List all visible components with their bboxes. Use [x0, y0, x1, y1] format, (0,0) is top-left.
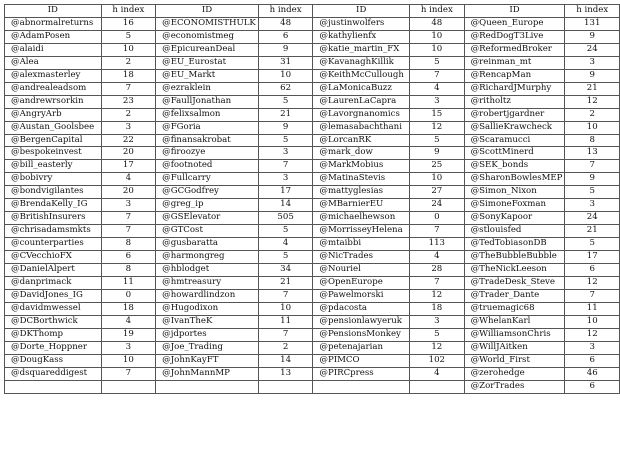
- cell-id: @World_First: [464, 354, 565, 367]
- cell-id: @zerohedge: [464, 367, 565, 380]
- header-hindex-3: h index: [410, 5, 465, 18]
- cell-id: @bobivry: [5, 173, 102, 186]
- cell-id: @FaullJonathan: [156, 95, 259, 108]
- cell-h-index: 3: [565, 341, 620, 354]
- cell-id: @danprimack: [5, 277, 102, 290]
- cell-h-index: 5: [258, 225, 313, 238]
- cell-id: @LorcanRK: [313, 134, 410, 147]
- cell-h-index: 24: [410, 199, 465, 212]
- cell-h-index: 0: [410, 212, 465, 225]
- table-row: [5, 82, 620, 95]
- cell-id: @economistmeg: [156, 30, 259, 43]
- cell-h-index: 5: [410, 328, 465, 341]
- cell-id: @alaidi: [5, 43, 102, 56]
- cell-h-index: 13: [258, 367, 313, 380]
- cell-id: @hmtreasury: [156, 277, 259, 290]
- cell-h-index: 19: [101, 328, 156, 341]
- cell-h-index: 9: [565, 69, 620, 82]
- cell-h-index: 20: [101, 147, 156, 160]
- header-id-2: ID: [156, 5, 259, 18]
- table-body: [5, 17, 620, 393]
- cell-h-index: 3: [410, 315, 465, 328]
- cell-id: @SallieKrawcheck: [464, 121, 565, 134]
- cell-id: @DavidJones_IG: [5, 289, 102, 302]
- cell-id: @Nouriel: [313, 264, 410, 277]
- table-row: [5, 225, 620, 238]
- cell-h-index: 3: [101, 199, 156, 212]
- cell-h-index: 10: [101, 43, 156, 56]
- cell-h-index: 48: [258, 17, 313, 30]
- cell-h-index: 27: [410, 186, 465, 199]
- cell-h-index: 6: [565, 380, 620, 393]
- table-row: [5, 17, 620, 30]
- cell-h-index: 5: [410, 134, 465, 147]
- cell-id: @DCBorthwick: [5, 315, 102, 328]
- table-row: [5, 264, 620, 277]
- cell-id: @ECONOMISTHULK: [156, 17, 259, 30]
- cell-id: @pensionlawyeruk: [313, 315, 410, 328]
- cell-h-index: 102: [410, 354, 465, 367]
- cell-id: @finansakrobat: [156, 134, 259, 147]
- cell-h-index: 16: [101, 17, 156, 30]
- cell-h-index: 113: [410, 238, 465, 251]
- cell-id: @Joe_Trading: [156, 341, 259, 354]
- table-row: [5, 277, 620, 290]
- cell-id: @Trader_Dante: [464, 289, 565, 302]
- cell-h-index: 7: [258, 289, 313, 302]
- cell-h-index: 9: [565, 173, 620, 186]
- cell-h-index: 31: [258, 56, 313, 69]
- cell-h-index: 10: [258, 69, 313, 82]
- header-id-3: ID: [313, 5, 410, 18]
- cell-id: @ezraklein: [156, 82, 259, 95]
- cell-h-index: 2: [101, 108, 156, 121]
- cell-id: @reinman_mt: [464, 56, 565, 69]
- table-row: [5, 289, 620, 302]
- cell-id: @PensionsMonkey: [313, 328, 410, 341]
- table-row: [5, 95, 620, 108]
- cell-h-index: 8: [565, 134, 620, 147]
- cell-h-index: 3: [565, 199, 620, 212]
- cell-id: @Simon_Nixon: [464, 186, 565, 199]
- cell-h-index: 7: [410, 225, 465, 238]
- cell-h-index: 11: [101, 277, 156, 290]
- cell-h-index: [258, 380, 313, 393]
- cell-id: @mark_dow: [313, 147, 410, 160]
- cell-id: @BergenCapital: [5, 134, 102, 147]
- cell-h-index: 5: [101, 30, 156, 43]
- cell-h-index: 4: [258, 238, 313, 251]
- table-row: [5, 30, 620, 43]
- table-row: [5, 147, 620, 160]
- cell-id: @robertjgardner: [464, 108, 565, 121]
- cell-id: @DKThomp: [5, 328, 102, 341]
- cell-h-index: 3: [410, 95, 465, 108]
- cell-h-index: 5: [258, 134, 313, 147]
- cell-id: @RedDogT3Live: [464, 30, 565, 43]
- cell-id: @KavanaghKillik: [313, 56, 410, 69]
- cell-h-index: 3: [101, 341, 156, 354]
- cell-id: @pdacosta: [313, 302, 410, 315]
- table-row: [5, 354, 620, 367]
- cell-h-index: 3: [565, 56, 620, 69]
- cell-id: @Hugodixon: [156, 302, 259, 315]
- table-row: [5, 69, 620, 82]
- cell-id: @RencapMan: [464, 69, 565, 82]
- cell-id: @counterparties: [5, 238, 102, 251]
- table-row: [5, 43, 620, 56]
- h-index-table: [4, 4, 620, 394]
- cell-h-index: 4: [410, 367, 465, 380]
- cell-id: @gusbaratta: [156, 238, 259, 251]
- cell-h-index: 23: [101, 95, 156, 108]
- cell-id: @EU_Markt: [156, 69, 259, 82]
- cell-h-index: 20: [101, 186, 156, 199]
- cell-h-index: 10: [410, 30, 465, 43]
- cell-h-index: 24: [565, 43, 620, 56]
- cell-h-index: 7: [565, 160, 620, 173]
- cell-h-index: 17: [258, 186, 313, 199]
- cell-h-index: 131: [565, 17, 620, 30]
- cell-h-index: 7: [258, 328, 313, 341]
- cell-h-index: 12: [410, 341, 465, 354]
- cell-id: @DougKass: [5, 354, 102, 367]
- cell-h-index: 14: [258, 354, 313, 367]
- cell-h-index: 7: [101, 367, 156, 380]
- cell-id: @ScottMinerd: [464, 147, 565, 160]
- cell-h-index: 10: [410, 43, 465, 56]
- cell-h-index: [101, 380, 156, 393]
- cell-id: @SEK_bonds: [464, 160, 565, 173]
- cell-h-index: 4: [410, 251, 465, 264]
- cell-h-index: 18: [410, 302, 465, 315]
- cell-id: @bespokeinvest: [5, 147, 102, 160]
- table-row: [5, 212, 620, 225]
- cell-id: @andrewrsorkin: [5, 95, 102, 108]
- cell-id: @EU_Eurostat: [156, 56, 259, 69]
- cell-h-index: 2: [565, 108, 620, 121]
- cell-id: @Fullcarry: [156, 173, 259, 186]
- cell-h-index: 5: [410, 56, 465, 69]
- table-row: [5, 173, 620, 186]
- cell-h-index: 21: [258, 277, 313, 290]
- cell-id: @howardlindzon: [156, 289, 259, 302]
- cell-id: @GTCost: [156, 225, 259, 238]
- cell-id: @MarkMobius: [313, 160, 410, 173]
- cell-h-index: 3: [258, 173, 313, 186]
- cell-id: @bill_easterly: [5, 160, 102, 173]
- cell-h-index: 7: [101, 212, 156, 225]
- cell-id: @alexmasterley: [5, 69, 102, 82]
- cell-id: @ZorTrades: [464, 380, 565, 393]
- cell-h-index: 7: [565, 289, 620, 302]
- cell-id: @chrisadamsmkts: [5, 225, 102, 238]
- cell-id: @WilliamsonChris: [464, 328, 565, 341]
- header-id-1: ID: [5, 5, 102, 18]
- cell-id: @felixsalmon: [156, 108, 259, 121]
- cell-id: @Austan_Goolsbee: [5, 121, 102, 134]
- cell-h-index: 46: [565, 367, 620, 380]
- cell-id: @AdamPosen: [5, 30, 102, 43]
- cell-h-index: 11: [258, 315, 313, 328]
- cell-id: @Alea: [5, 56, 102, 69]
- cell-h-index: 2: [101, 56, 156, 69]
- cell-id: @greg_ip: [156, 199, 259, 212]
- cell-h-index: 5: [565, 238, 620, 251]
- table-row: [5, 315, 620, 328]
- cell-h-index: 10: [258, 302, 313, 315]
- cell-id: @michaelhewson: [313, 212, 410, 225]
- cell-h-index: 22: [101, 134, 156, 147]
- cell-h-index: 4: [410, 82, 465, 95]
- cell-h-index: 4: [101, 173, 156, 186]
- cell-id: @SimoneFoxman: [464, 199, 565, 212]
- cell-h-index: 12: [410, 121, 465, 134]
- cell-h-index: 17: [565, 251, 620, 264]
- cell-h-index: [410, 380, 465, 393]
- cell-id: @RichardJMurphy: [464, 82, 565, 95]
- cell-id: @EpicureanDeal: [156, 43, 259, 56]
- cell-h-index: 5: [258, 95, 313, 108]
- header-hindex-1: h index: [101, 5, 156, 18]
- cell-h-index: 25: [410, 160, 465, 173]
- cell-id: [5, 380, 102, 393]
- table-row: [5, 199, 620, 212]
- cell-id: @MorrisseyHelena: [313, 225, 410, 238]
- header-hindex-2: h index: [258, 5, 313, 18]
- cell-id: @GSElevator: [156, 212, 259, 225]
- table-row: [5, 328, 620, 341]
- cell-h-index: 62: [258, 82, 313, 95]
- cell-h-index: 9: [410, 147, 465, 160]
- cell-id: @andrealeadsom: [5, 82, 102, 95]
- cell-id: @AngryArb: [5, 108, 102, 121]
- cell-id: @GCGodfrey: [156, 186, 259, 199]
- cell-id: @Lavorgnanomics: [313, 108, 410, 121]
- cell-h-index: 12: [565, 328, 620, 341]
- cell-h-index: 10: [410, 173, 465, 186]
- cell-h-index: 7: [258, 160, 313, 173]
- cell-id: @MatinaStevis: [313, 173, 410, 186]
- cell-h-index: 10: [565, 121, 620, 134]
- header-id-4: ID: [464, 5, 565, 18]
- cell-id: @DanielAlpert: [5, 264, 102, 277]
- cell-h-index: 6: [101, 251, 156, 264]
- cell-h-index: 14: [258, 199, 313, 212]
- cell-id: @KeithMcCullough: [313, 69, 410, 82]
- header-hindex-4: h index: [565, 5, 620, 18]
- cell-id: @TedTobiasonDB: [464, 238, 565, 251]
- cell-id: @kathylienfx: [313, 30, 410, 43]
- cell-id: @harmongreg: [156, 251, 259, 264]
- cell-h-index: 0: [101, 289, 156, 302]
- table-row: [5, 56, 620, 69]
- cell-h-index: 505: [258, 212, 313, 225]
- cell-h-index: 7: [410, 69, 465, 82]
- cell-id: @JohnKayFT: [156, 354, 259, 367]
- cell-h-index: 10: [101, 354, 156, 367]
- cell-id: @LaurenLaCapra: [313, 95, 410, 108]
- cell-id: @TheNickLeeson: [464, 264, 565, 277]
- cell-id: @truemagic68: [464, 302, 565, 315]
- cell-h-index: 5: [258, 251, 313, 264]
- cell-h-index: 7: [101, 225, 156, 238]
- cell-h-index: 13: [565, 147, 620, 160]
- cell-id: @ritholtz: [464, 95, 565, 108]
- cell-id: @firoozye: [156, 147, 259, 160]
- cell-h-index: 12: [565, 277, 620, 290]
- cell-h-index: 12: [410, 289, 465, 302]
- cell-h-index: 21: [565, 82, 620, 95]
- cell-id: @ReformedBroker: [464, 43, 565, 56]
- cell-id: @TheBubbleBubble: [464, 251, 565, 264]
- cell-h-index: 17: [101, 160, 156, 173]
- cell-id: @dsquareddigest: [5, 367, 102, 380]
- cell-id: @bondvigilantes: [5, 186, 102, 199]
- cell-h-index: 7: [410, 277, 465, 290]
- cell-h-index: 15: [410, 108, 465, 121]
- cell-id: @justinwolfers: [313, 17, 410, 30]
- cell-h-index: 4: [101, 315, 156, 328]
- cell-id: @mattyglesias: [313, 186, 410, 199]
- cell-id: @stlouisfed: [464, 225, 565, 238]
- cell-id: @TradeDesk_Steve: [464, 277, 565, 290]
- cell-id: @Scaramucci: [464, 134, 565, 147]
- cell-id: @NicTrades: [313, 251, 410, 264]
- cell-id: @CVecchioFX: [5, 251, 102, 264]
- cell-h-index: 6: [565, 264, 620, 277]
- cell-id: @SonyKapoor: [464, 212, 565, 225]
- cell-id: @Dorte_Hoppner: [5, 341, 102, 354]
- cell-id: [156, 380, 259, 393]
- cell-h-index: 6: [565, 354, 620, 367]
- table-row: [5, 367, 620, 380]
- header-row: [5, 5, 620, 18]
- cell-h-index: 24: [565, 212, 620, 225]
- table-row: [5, 108, 620, 121]
- table-row: [5, 251, 620, 264]
- table-row: [5, 160, 620, 173]
- cell-h-index: 21: [258, 108, 313, 121]
- table-row: [5, 134, 620, 147]
- table-row: [5, 302, 620, 315]
- table-container: [4, 4, 620, 394]
- table-row: [5, 121, 620, 134]
- table-row: [5, 186, 620, 199]
- cell-id: @BrendaKelly_IG: [5, 199, 102, 212]
- cell-h-index: 8: [101, 264, 156, 277]
- cell-h-index: 18: [101, 69, 156, 82]
- cell-id: @PIMCO: [313, 354, 410, 367]
- cell-id: @BritishInsurers: [5, 212, 102, 225]
- cell-h-index: 3: [258, 147, 313, 160]
- cell-h-index: 18: [101, 302, 156, 315]
- cell-id: @MBarnierEU: [313, 199, 410, 212]
- cell-id: @jdportes: [156, 328, 259, 341]
- cell-h-index: 5: [565, 186, 620, 199]
- table-row: [5, 341, 620, 354]
- cell-id: @petenajarian: [313, 341, 410, 354]
- cell-h-index: 9: [565, 30, 620, 43]
- cell-h-index: 7: [101, 82, 156, 95]
- cell-id: @FGoria: [156, 121, 259, 134]
- cell-id: @footnoted: [156, 160, 259, 173]
- cell-id: @Pawelmorski: [313, 289, 410, 302]
- cell-h-index: 34: [258, 264, 313, 277]
- cell-h-index: 48: [410, 17, 465, 30]
- table-row: [5, 238, 620, 251]
- cell-h-index: 2: [258, 341, 313, 354]
- cell-id: @mtaibbi: [313, 238, 410, 251]
- cell-id: [313, 380, 410, 393]
- cell-h-index: 28: [410, 264, 465, 277]
- cell-h-index: 11: [565, 302, 620, 315]
- cell-id: @LaMonicaBuzz: [313, 82, 410, 95]
- cell-id: @PIRCpress: [313, 367, 410, 380]
- cell-id: @JohnMannMP: [156, 367, 259, 380]
- cell-id: @OpenEurope: [313, 277, 410, 290]
- cell-h-index: 10: [565, 315, 620, 328]
- table-row: [5, 380, 620, 393]
- cell-h-index: 9: [258, 43, 313, 56]
- cell-id: @IvanTheK: [156, 315, 259, 328]
- cell-h-index: 3: [101, 121, 156, 134]
- cell-id: @WillJAitken: [464, 341, 565, 354]
- cell-id: @katie_martin_FX: [313, 43, 410, 56]
- cell-id: @abnormalreturns: [5, 17, 102, 30]
- cell-id: @SharonBowlesMEP: [464, 173, 565, 186]
- cell-id: @hblodget: [156, 264, 259, 277]
- cell-h-index: 6: [258, 30, 313, 43]
- cell-h-index: 12: [565, 95, 620, 108]
- cell-h-index: 8: [101, 238, 156, 251]
- cell-h-index: 21: [565, 225, 620, 238]
- cell-id: @davidmwessel: [5, 302, 102, 315]
- cell-h-index: 9: [258, 121, 313, 134]
- cell-id: @lemasabachthani: [313, 121, 410, 134]
- cell-id: @Queen_Europe: [464, 17, 565, 30]
- cell-id: @WhelanKarl: [464, 315, 565, 328]
